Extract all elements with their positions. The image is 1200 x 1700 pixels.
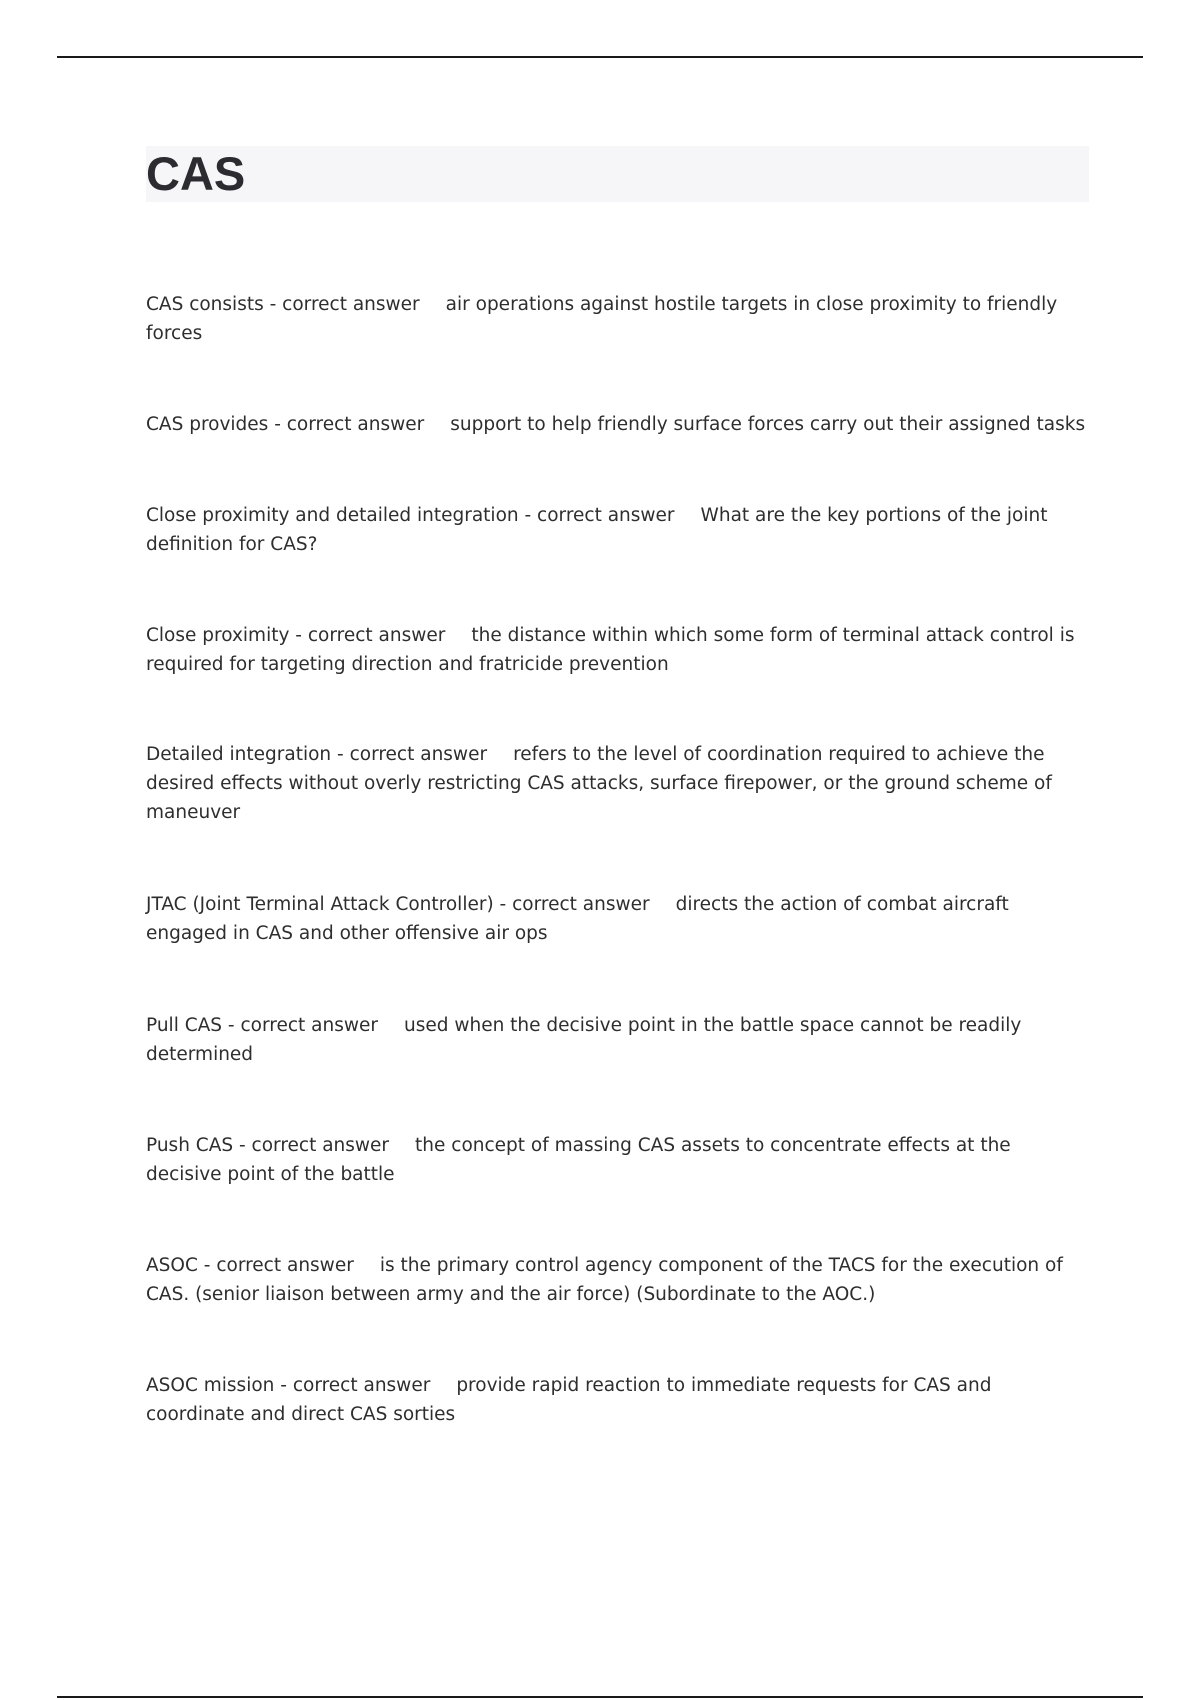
qa-item — [146, 1011, 1089, 1069]
qa-term: ASOC — [146, 1255, 198, 1276]
qa-separator: - correct answer — [289, 625, 446, 646]
qa-item — [146, 1371, 1089, 1429]
qa-term: JTAC (Joint Terminal Attack Controller) — [146, 894, 494, 915]
qa-answer: the distance within which some form of terminal attack control is required for targeting direction and fratricide prevention — [146, 625, 1075, 675]
qa-item — [146, 1251, 1089, 1309]
bottom-rule — [57, 1696, 1143, 1698]
qa-answer: air operations against hostile targets in close proximity to friendly forces — [146, 294, 1058, 344]
qa-item — [146, 290, 1089, 348]
qa-separator: - correct answer — [222, 1015, 378, 1036]
qa-term: ASOC mission — [146, 1375, 275, 1396]
qa-term: Close proximity and detailed integration — [146, 505, 519, 526]
qa-separator: - correct answer — [268, 414, 425, 435]
qa-term: Detailed integration — [146, 744, 332, 765]
qa-item — [146, 501, 1089, 559]
qa-separator: - correct answer — [197, 1255, 354, 1276]
title-band — [146, 146, 1089, 202]
top-rule — [57, 56, 1143, 58]
qa-term: Pull CAS — [146, 1015, 223, 1036]
qa-separator: - correct answer — [493, 894, 650, 915]
qa-answer: support to help friendly surface forces carry out their assigned tasks — [450, 414, 1086, 435]
qa-separator: - correct answer — [518, 505, 675, 526]
qa-term: Push CAS — [146, 1135, 234, 1156]
qa-separator: - correct answer — [233, 1135, 390, 1156]
qa-term: CAS provides — [146, 414, 269, 435]
qa-answer: is the primary control agency component of the TACS for the execution of CAS. (senior liaison between army and the air force) (Subordinate to the AOC.) — [146, 1255, 1063, 1305]
qa-answer: directs the action of combat aircraft engaged in CAS and other offensive air ops — [146, 894, 1009, 944]
qa-answer: refers to the level of coordination required to achieve the desired effects without overly restricting CAS attacks, surface firepower, or the ground scheme of maneuver — [146, 744, 1052, 823]
qa-separator: - correct answer — [263, 294, 420, 315]
qa-answer: used when the decisive point in the battle space cannot be readily determined — [146, 1015, 1022, 1065]
page-title: CAS — [146, 147, 246, 200]
qa-item — [146, 1131, 1089, 1189]
qa-item — [146, 621, 1089, 679]
qa-term: CAS consists — [146, 294, 264, 315]
qa-item — [146, 410, 1089, 439]
qa-separator: - correct answer — [274, 1375, 431, 1396]
qa-answer: What are the key portions of the joint definition for CAS? — [146, 505, 1048, 555]
qa-separator: - correct answer — [331, 744, 488, 765]
qa-item — [146, 890, 1089, 948]
qa-item — [146, 740, 1089, 827]
qa-answer: the concept of massing CAS assets to concentrate effects at the decisive point of the battle — [146, 1135, 1011, 1185]
qa-answer: provide rapid reaction to immediate requests for CAS and coordinate and direct CAS sorties — [146, 1375, 992, 1425]
qa-term: Close proximity — [146, 625, 290, 646]
